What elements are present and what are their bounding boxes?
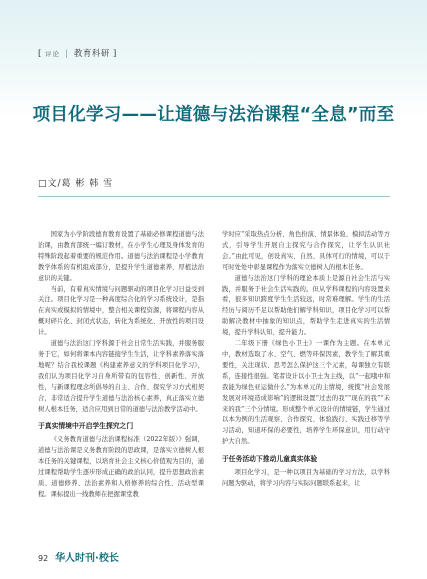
- page-number: 92: [38, 554, 49, 563]
- section-heading: 于真实情境中开启学生探究之门: [38, 422, 134, 431]
- section-tag-label: 教育科研: [73, 49, 110, 59]
- section-tag-open: [: [38, 49, 42, 59]
- magazine-name: 华人时刊·校长: [55, 553, 119, 564]
- section-tag-close: ]: [113, 49, 117, 59]
- body-paragraph: 国家为小学阶段德育教育设置了基础必修课程道德与法治课，由教育部统一编订教材，在小学生心理及身体发育的特殊阶段起着重要的规范作用。道德与法治课程是小学教育教学体系的有机组成部分，是提升学生道德素养、厚植法治意识的关键。: [38, 231, 204, 282]
- body-paragraph: 项目化学习，是一种以项目为基础的学习方法，以学科问题为驱动，将学习内容与实际问题联系起来，让: [222, 469, 390, 487]
- body-paragraph: 《义务教育道德与法治课程标准（2022年版）》强调，道德与法治课是义务教育阶段的思政课，是落实立德树人根本任务的关键课程，以培育社会主义核心价值观为目的，通过课程帮助学生逐步形成正确的政治认同，提升思想政治素质、道德修养、法治素养和人格修养的综合性、活动型课程。课标提出一线教师在把握课堂教: [38, 436, 204, 498]
- body-paragraph: 道德与法治这门学科的理论本质上是源自社会生活与实践，并服务于社会生活实践的。但从学科课程的内容设置来看，很多知识跨度学生生活较远，时常难理解。学生的生活经历与阅历不足以帮助他们解学科知识，项目化学习可以帮助解决教材中抽象的知识点，帮助学生走进真实的生活情境，提升学科认知、提升能力。: [222, 274, 390, 337]
- section-tag-category: 评论: [45, 50, 61, 58]
- left-column: [38, 230, 204, 501]
- body-paragraph: 道德与法治这门学科源于社会日常生活实践，并服务服务于它，如何将课本内容链接学生生活，让学科素养落实落地呢？结合我校课题《构建素养意义的学科项目化学习》，我们认为项目化学习自身所带有的包容性、创新性、开放性，与新课程理念所倡导的自主、合作、探究学习方式相契合，非常适合提升学生道德与法治核心素养，真正落实立德树人根本任务，适合应用到日常的道德与法治教学活动中。: [38, 340, 204, 413]
- body-paragraph: 学时应“采取热点分析、角色扮演、情景体验、模拟活动等方式，引导学生开展自主探究与合作探究，让学生认识社会。”由此可见，创设真实、自然、具体可行的情境，可以于可时处处中彰显课程作为落实立德树人的根本任务。: [222, 231, 390, 271]
- section-heading: 于任务活动下推动儿童真实体验: [222, 455, 318, 464]
- article-title: 项目化学习——让道德与法治课程“全息”而至: [32, 105, 395, 125]
- title-divider: [38, 196, 390, 197]
- right-column: [222, 230, 390, 490]
- section-tag-separator: |: [65, 49, 69, 59]
- page-footer: [38, 549, 119, 564]
- body-paragraph: 二年级下册《绿色小卫士》一课作为主题。在本单元中，教材选取了水、空气、燃等环保因素，教学生了解其重要性，关注现状、思考怎么保护这三个元素，每课独立有联系，连接性很强。笔者设计以小卫士为主线，以“一起哦中和 我能为绿色亚运做什么”为本单元的主情境，统揽“社会发展发展对环境造成影响”的逻辑设置“过去的我”“现在的我”“未来的我”三个分情境。形成整个单元设计的情境链，学生通过以本为例的生活观察、合作探究、体验践行、实践迁移等学习活动，知道环保的必要性，培养学生环保意识，用行动守护大自然。: [222, 340, 390, 446]
- body-paragraph: 当前，有着真实情境与问题驱动的项目化学习日益受到关注。项目化学习是一种高度综合化的学习系统设计，是指在真实或模拟的情境中，整合相关课程资源，将课程内容从概对碎片化、封闭式状态，转化为系统化、开放性的项目设计。: [38, 285, 204, 337]
- article-authors: □文/葛 彬 韩 雪: [38, 179, 114, 189]
- section-tag: [38, 47, 117, 59]
